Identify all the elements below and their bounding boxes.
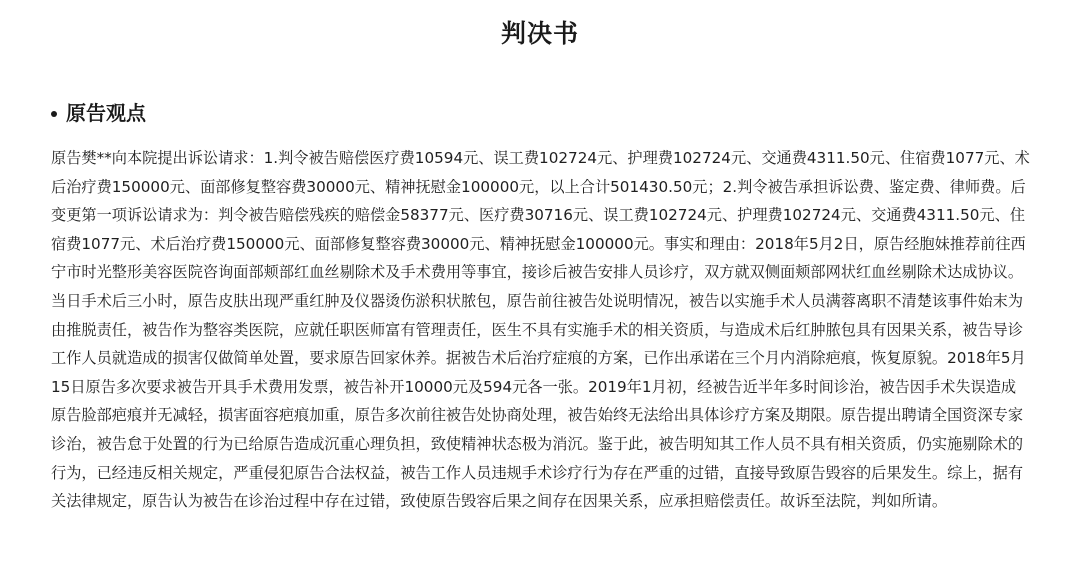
document-title: 判决书: [500, 19, 579, 48]
bullet-icon: [51, 111, 57, 117]
section-heading: [51, 96, 146, 130]
plaintiff-claims-paragraph: 原告樊**向本院提出诉讼请求：1.判令被告赔偿医疗费10594元、误工费102724元、护理费102724元、交通费4311.50元、住宿费1077元、术后治疗费150000元、面部修复整容费30000元、精神抚慰金100000元，以上合计501430.50元；2.判令被告承担诉讼费、鉴定费、律师费。后变更第一项诉讼请求为：判令被告赔偿残疾的赔偿金58377元、医疗费30716元、误工费102724元、护理费102724元、交通费4311.50元、住宿费1077元、术后治疗费150000元、面部修复整容费30000元、精神抚慰金100000元。事实和理由：2018年5月2日，原告经胞妹推荐前往西宁市时光整形美容医院咨询面部颊部红血丝剔除术及手术费用等事宜，接诊后被告安排人员诊疗，双方就双侧面颊部网状红血丝剔除术达成协议。当日手术后三小时，原告皮肤出现严重红肿及仪器烫伤淤积状脓包，原告前往被告处说明情况，被告以实施手术人员满蓉离职不清楚该事件始末为由推脱责任，被告作为整容类医院，应就任职医师富有管理责任，医生不具有实施手术的相关资质，与造成术后红肿脓包具有因果关系，被告导诊工作人员就造成的损害仅做简单处置，要求原告回家休养。据被告术后治疗症痕的方案，已作出承诺在三个月内消除疤痕，恢复原貌。2018年5月15日原告多次要求被告开具手术费用发票，被告补开10000元及594元各一张。2019年1月初，经被告近半年多时间诊治，被告因手术失误造成原告脸部疤痕并无减轻，损害面容疤痕加重，原告多次前往被告处协商处理，被告始终无法给出具体诊疗方案及期限。原告提出聘请全国资深专家诊治，被告怠于处置的行为已给原告造成沉重心理负担，致使精神状态极为消沉。鉴于此，被告明知其工作人员不具有相关资质，仍实施剔除术的行为，已经违反相关规定，严重侵犯原告合法权益，被告工作人员违规手术诊疗行为存在严重的过错，直接导致原告毁容的后果发生。综上，据有关法律规定，原告认为被告在诊治过程中存在过错，致使原告毁容后果之间存在因果关系，应承担赔偿责任。故诉至法院，判如所请。: [51, 149, 1030, 511]
section-heading-label: 原告观点: [66, 101, 146, 125]
